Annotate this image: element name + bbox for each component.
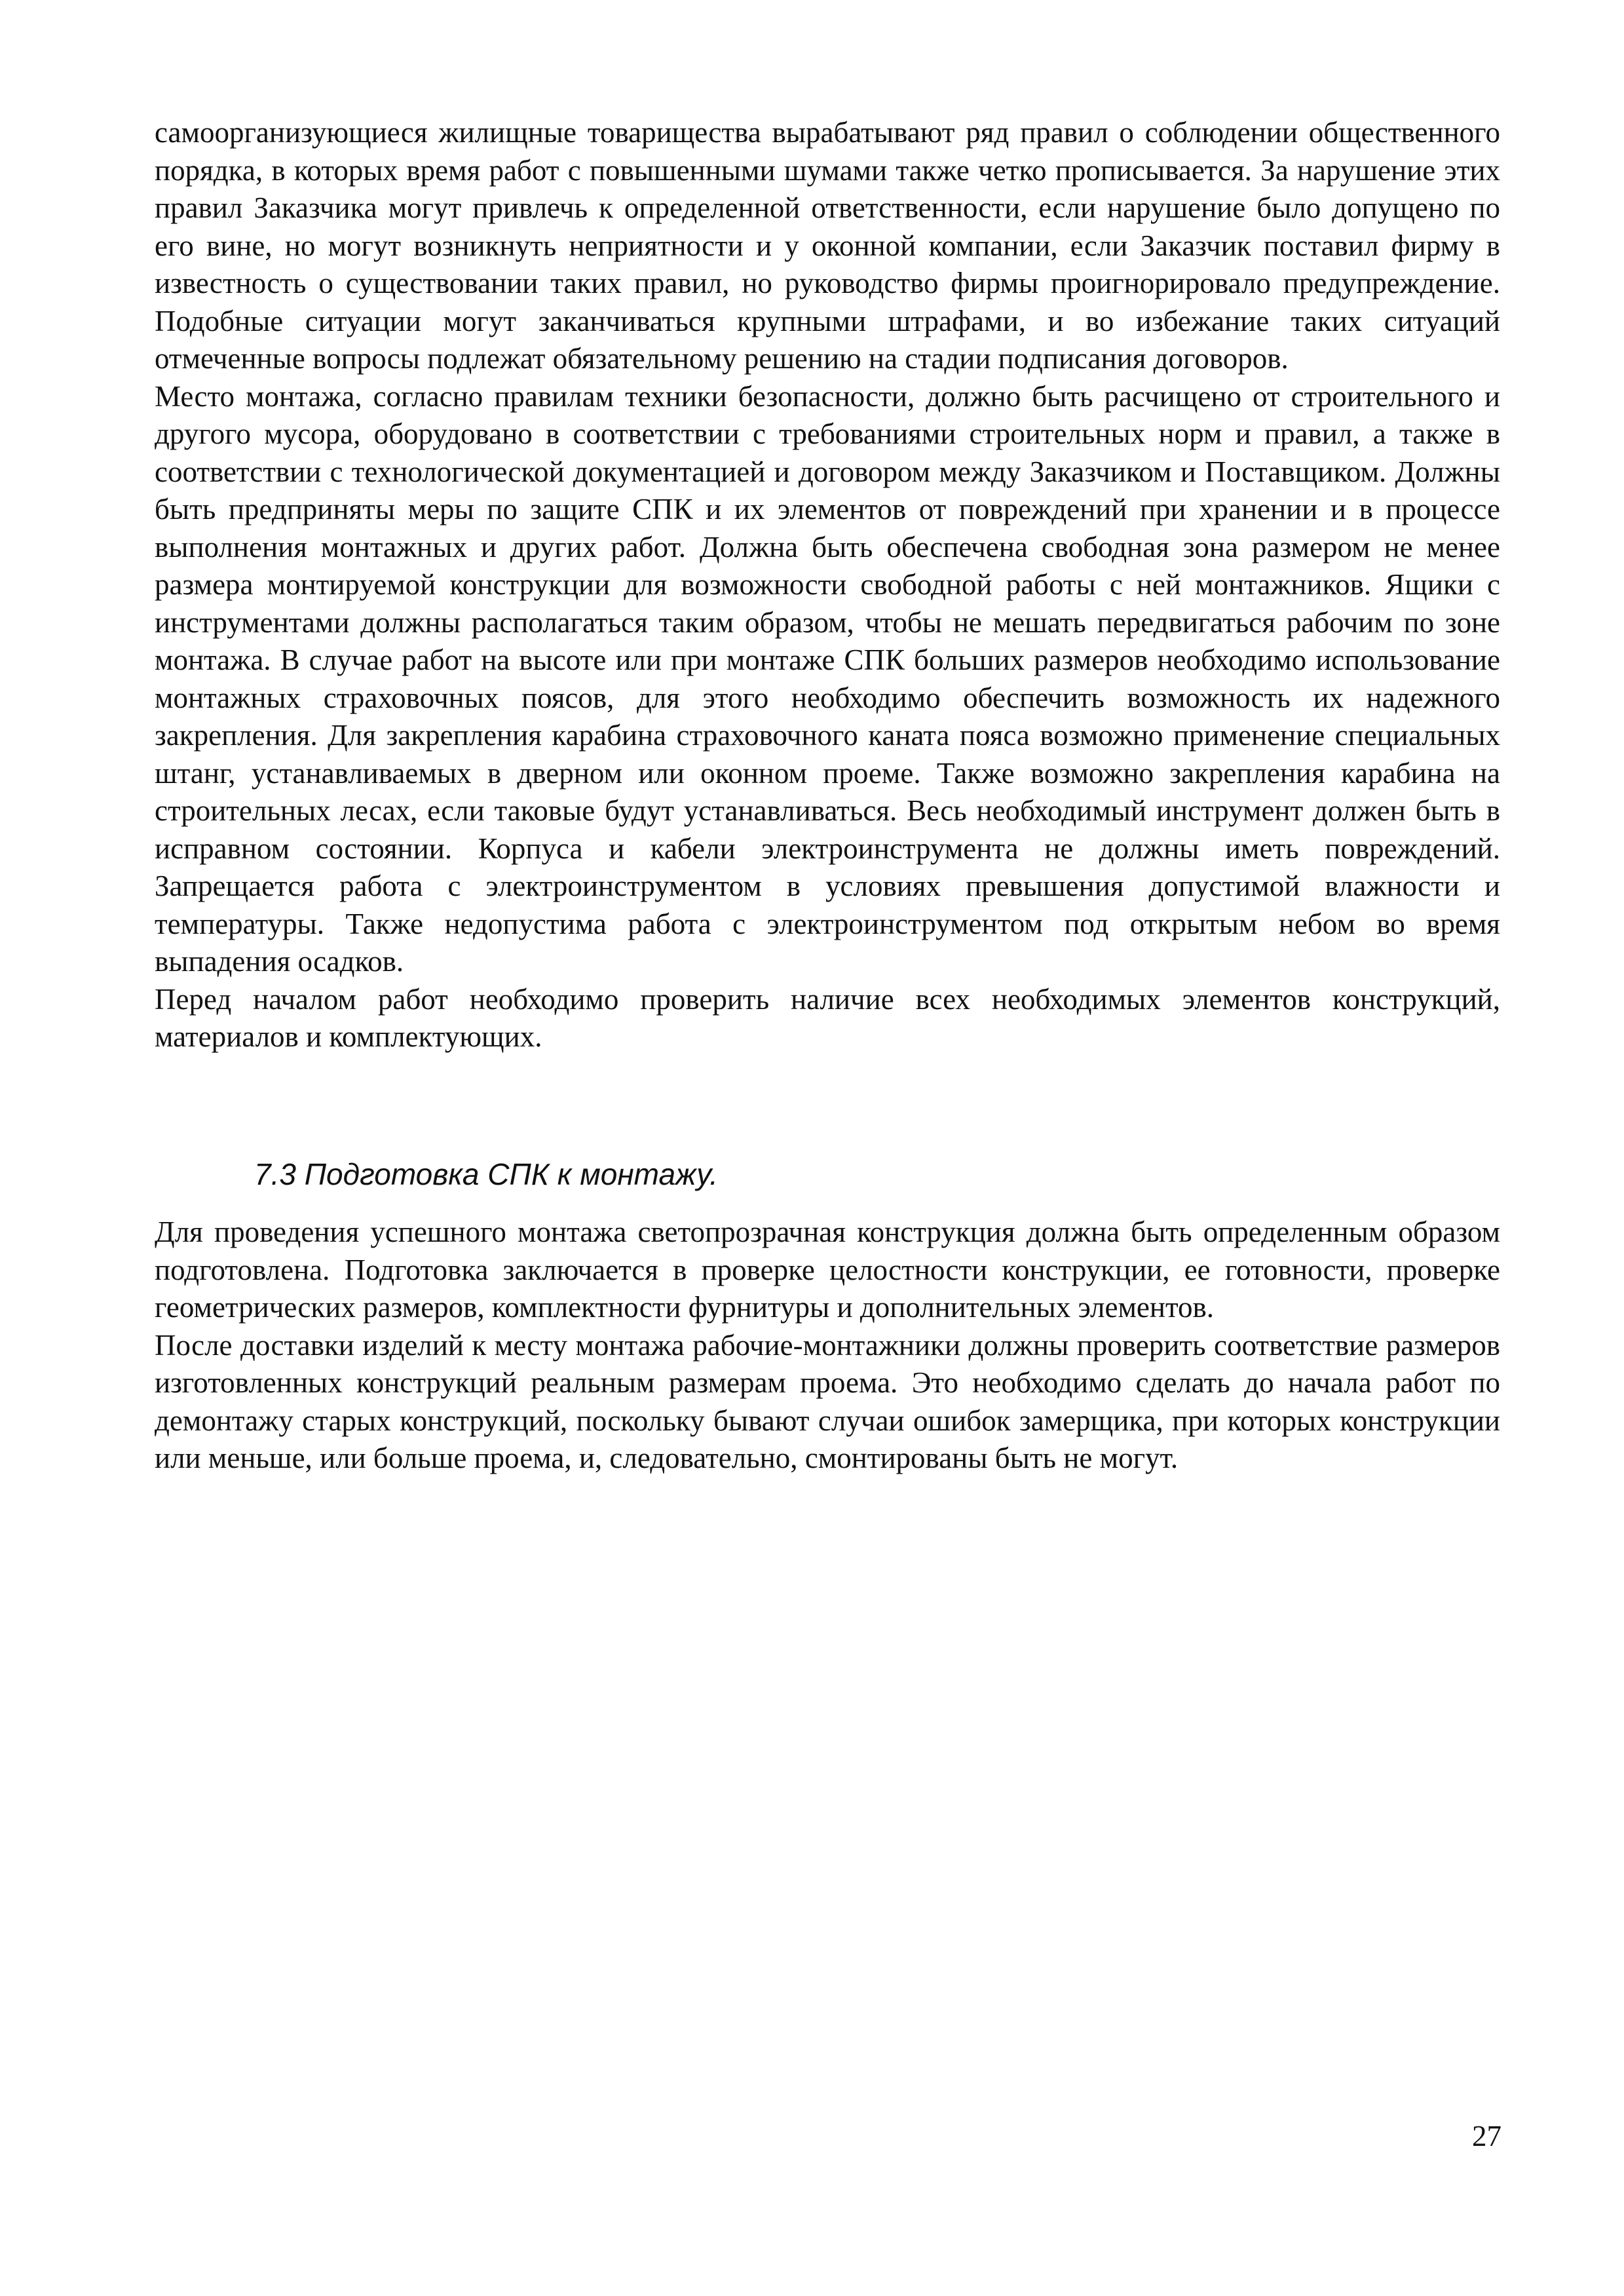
paragraph-installation-site: Место монтажа, согласно правилам техники безопасности, должно быть расчищено от строительного и другого мусора, оборудовано в соответствии с требованиями строительных норм и правил, а также в соответствии с технологической документацией и договором между Заказчиком и Поставщиком. Должны быть предприняты меры по защите СПК и их элементов от повреждений при хранении и в процессе выполнения монтажных и других работ. Должна быть обеспечена свободная зона размером не менее размера монтируемой конструкции для возможности свободной работы с ней монтажников. Ящики с инструментами должны располагаться таким образом, чтобы не мешать передвигаться рабочим по зоне монтажа. В случае работ на высоте или при монтаже СПК больших размеров необходимо использование монтажных страховочных поясов, для этого необходимо обеспечить возможность их надежного закрепления. Для закрепления карабина страховочного каната пояса возможно применение специальных штанг, устанавливаемых в дверном или оконном проеме. Также возможно закрепления карабина на строительных лесах, если таковые будут устанавливаться. Весь необходимый инструмент должен быть в исправном состоянии. Корпуса и кабели электроинструмента не должны иметь повреждений. Запрещается работа с электроинструментом в условиях превышения допустимой влажности и температуры. Также недопустима работа с электроинструментом под открытым небом во время выпадения осадков. (155, 379, 1500, 978)
paragraph-preparation: Для проведения успешного монтажа светопрозрачная конструкция должна быть определенным образом подготовлена. Подготовка заключается в проверке целостности конструкции, ее готовности, проверке геометрических размеров, комплектности фурнитуры и дополнительных элементов. (155, 1215, 1500, 1324)
page-number: 27 (1472, 2120, 1501, 2152)
paragraph-check-elements: Перед началом работ необходимо проверить наличие всех необходимых элементов конструкций, материалов и комплектующих. (155, 982, 1500, 1053)
section-heading: 7.3 Подготовка СПК к монтажу. (254, 1157, 718, 1191)
paragraph-neighborhood-rules: самоорганизующиеся жилищные товарищества вырабатывают ряд правил о соблюдении общественного порядка, в которых время работ с повышенными шумами также четко прописывается. За нарушение этих правил Заказчика могут привлечь к определенной ответственности, если нарушение было допущено по его вине, но могут возникнуть неприятности и у оконной компании, если Заказчик поставил фирму в известность о существовании таких правил, но руководство фирмы проигнорировало предупреждение. Подобные ситуации могут заканчиваться крупными штрафами, и во избежание таких ситуаций отмеченные вопросы подлежат обязательному решению на стадии подписания договоров. (155, 116, 1500, 375)
body-text-top (155, 114, 1500, 1056)
paragraph-size-check: После доставки изделий к месту монтажа рабочие-монтажники должны проверить соответствие размеров изготовленных конструкций реальным размерам проема. Это необходимо сделать до начала работ по демонтажу старых конструкций, поскольку бывают случаи ошибок замерщика, при которых конструкции или меньше, или больше проема, и, следовательно, смонтированы быть не могут. (155, 1328, 1500, 1474)
body-text-bottom (155, 1214, 1500, 1478)
